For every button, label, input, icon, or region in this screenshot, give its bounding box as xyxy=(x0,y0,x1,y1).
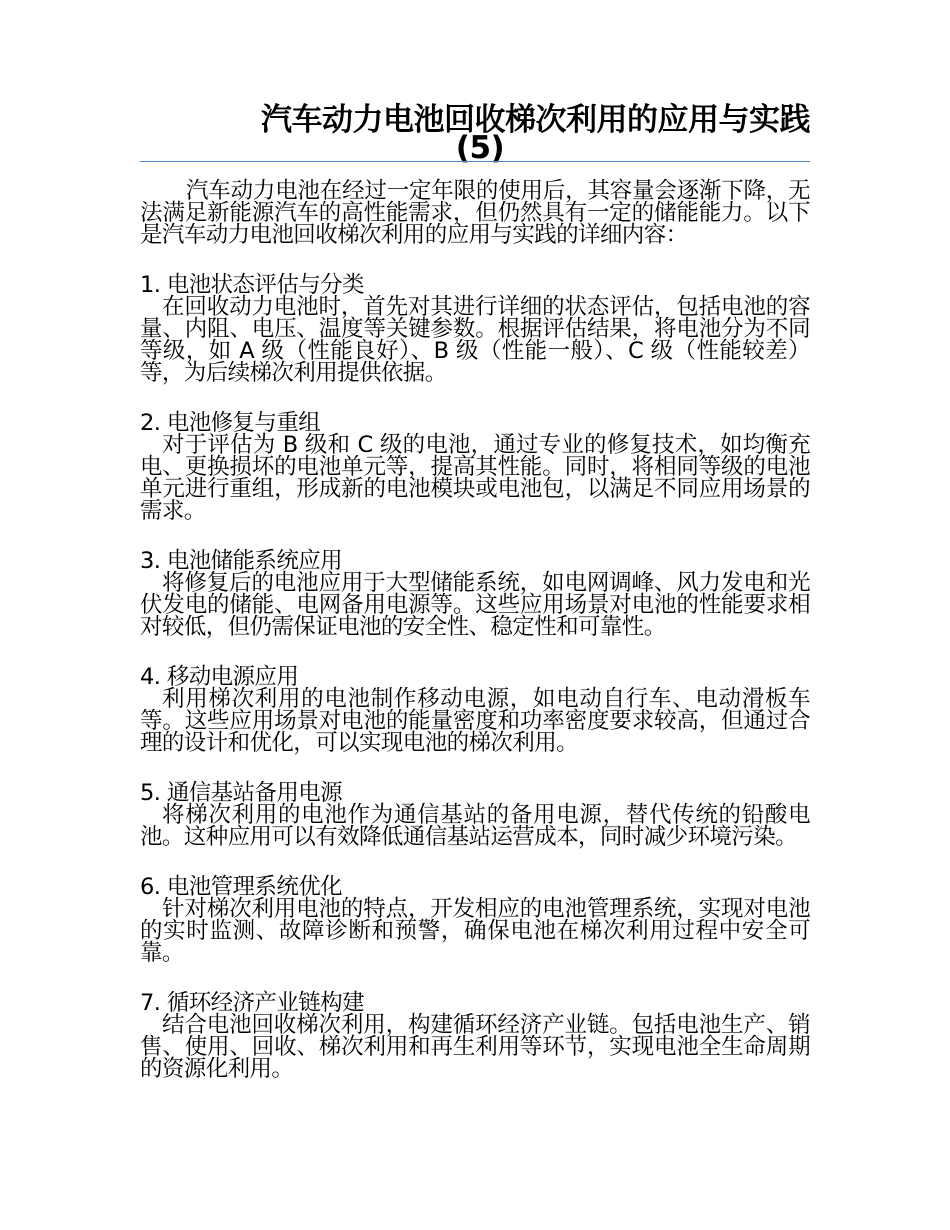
section-2 xyxy=(140,412,810,522)
section-heading: 3. 电池储能系统应用 xyxy=(140,548,343,574)
section-heading: 7. 循环经济产业链构建 xyxy=(140,990,364,1016)
title-line-main: 汽车动力电池回收梯次利用的应用与实践 xyxy=(261,102,810,138)
section-6 xyxy=(140,876,810,964)
section-heading: 1. 电池状态评估与分类 xyxy=(140,272,364,298)
section-4 xyxy=(140,666,810,754)
section-3 xyxy=(140,550,810,638)
section-paragraph: 在回收动力电池时，首先对其进行详细的状态评估，包括电池的容量、内阻、电压、温度等关键参数。根据评估结果，将电池分为不同等级，如 A 级（性能良好）、B 级（性能一般）、C 级（性能较差）等，为后续梯次利用提供依据。 xyxy=(140,294,810,386)
section-paragraph: 针对梯次利用电池的特点，开发相应的电池管理系统，实现对电池的实时监测、故障诊断和预警，确保电池在梯次利用过程中安全可靠。 xyxy=(140,896,810,966)
section-paragraph: 将梯次利用的电池作为通信基站的备用电源，替代传统的铅酸电池。这种应用可以有效降低通信基站运营成本，同时减少环境污染。 xyxy=(140,802,810,850)
section-7 xyxy=(140,992,810,1080)
section-paragraph: 利用梯次利用的电池制作移动电源，如电动自行车、电动滑板车等。这些应用场景对电池的能量密度和功率密度要求较高，但通过合理的设计和优化，可以实现电池的梯次利用。 xyxy=(140,686,810,756)
section-paragraph: 结合电池回收梯次利用，构建循环经济产业链。包括电池生产、销售、使用、回收、梯次利用和再生利用等环节，实现电池全生命周期的资源化利用。 xyxy=(140,1012,810,1082)
intro-paragraph: 汽车动力电池在经过一定年限的使用后，其容量会逐渐下降，无法满足新能源汽车的高性能需求，但仍然具有一定的储能能力。以下是汽车动力电池回收梯次利用的应用与实践的详细内容： xyxy=(140,178,810,248)
section-heading: 5. 通信基站备用电源 xyxy=(140,780,343,806)
section-heading: 4. 移动电源应用 xyxy=(140,664,299,690)
document-body xyxy=(140,180,810,1108)
section-paragraph: 对于评估为 B 级和 C 级的电池，通过专业的修复技术，如均衡充电、更换损坏的电池单元等，提高其性能。同时，将相同等级的电池单元进行重组，形成新的电池模块或电池包，以满足不同应用场景的需求。 xyxy=(140,432,810,524)
section-heading: 6. 电池管理系统优化 xyxy=(140,874,343,900)
section-paragraph: 将修复后的电池应用于大型储能系统，如电网调峰、风力发电和光伏发电的储能、电网备用电源等。这些应用场景对电池的性能要求相对较低，但仍需保证电池的安全性、稳定性和可靠性。 xyxy=(140,570,810,640)
title-line-part-number: (5) xyxy=(455,130,505,166)
section-5 xyxy=(140,782,810,848)
section-1 xyxy=(140,274,810,384)
section-heading: 2. 电池修复与重组 xyxy=(140,410,321,436)
title-divider xyxy=(140,161,810,162)
document-title xyxy=(140,102,810,166)
